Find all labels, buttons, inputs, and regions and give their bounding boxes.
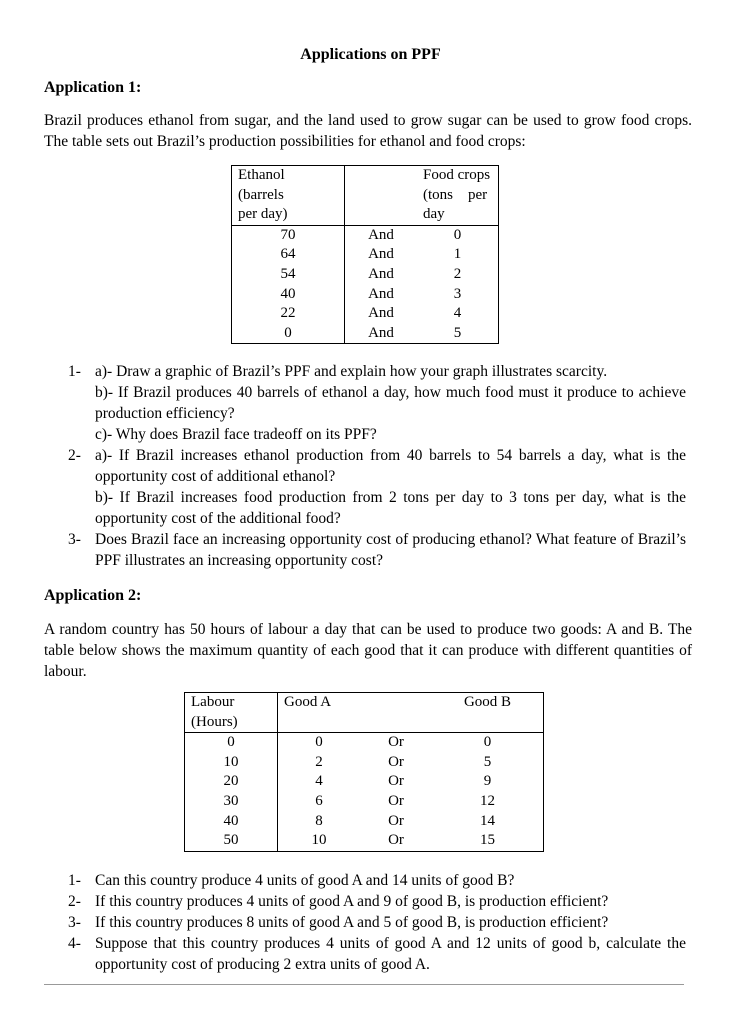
ethanol-cell: 0: [232, 324, 345, 344]
good-b-cell: 14: [480, 812, 495, 829]
food-cell: 4: [453, 305, 462, 322]
food-cell: 2: [453, 265, 462, 282]
application-1-heading: Application 1:: [44, 79, 142, 96]
joiner-cell: Or: [388, 734, 404, 751]
table-row: [232, 265, 499, 285]
question-text: If this country produces 8 units of good A and 5 of good B, is production efficient?: [95, 914, 609, 931]
table-row: [185, 753, 544, 773]
question-part: c)- Why does Brazil face tradeoff on its PPF?: [95, 426, 377, 443]
labour-cell: 20: [185, 772, 278, 792]
table-row: [232, 225, 499, 245]
table-header-row: [185, 693, 544, 733]
good-b-cell: 12: [480, 792, 495, 809]
ethanol-food-table: [231, 165, 499, 344]
joiner-cell: Or: [388, 812, 404, 829]
joiner-cell: And: [368, 285, 394, 302]
question-part: a)- Draw a graphic of Brazil’s PPF and explain how your graph illustrates scarcity.: [95, 363, 608, 380]
labour-cell: 30: [185, 792, 278, 812]
labour-cell: 0: [185, 733, 278, 753]
application-2-questions: [44, 870, 686, 975]
joiner-cell: Or: [388, 753, 404, 770]
table-row: [185, 831, 544, 851]
good-a-cell: 2: [315, 753, 323, 770]
table-row: [185, 792, 544, 812]
question-part: a)- If Brazil increases ethanol production from 40 barrels to 54 barrels a day, what is the opportunity cost of additional ethanol?: [95, 447, 686, 485]
labour-goods-table: [184, 692, 544, 852]
joiner-cell: And: [368, 324, 394, 341]
application-2-intro: A random country has 50 hours of labour a day that can be used to produce two goods: A and B. The table below shows the maximum quantity of each good that it can produce with different quantities of labour.: [44, 621, 692, 680]
question-number: 2-: [68, 893, 81, 910]
good-a-cell: 6: [315, 792, 323, 809]
ethanol-cell: 22: [232, 304, 345, 324]
question-part: b)- If Brazil produces 40 barrels of ethanol a day, how much food must it produce to achieve production efficiency?: [95, 384, 686, 422]
application-1-questions: [44, 361, 686, 571]
question-number: 2-: [68, 447, 81, 464]
question-number: 4-: [68, 935, 81, 952]
table-header-row: [232, 166, 499, 226]
good-a-cell: 4: [315, 773, 323, 790]
list-item: [44, 361, 686, 445]
list-item: [44, 529, 686, 571]
table-row: [185, 812, 544, 832]
application-1-intro: Brazil produces ethanol from sugar, and the land used to grow sugar can be used to grow food crops. The table sets out Brazil’s production possibilities for ethanol and food crops:: [44, 112, 692, 150]
table-row: [232, 285, 499, 305]
labour-header: Labour (Hours): [185, 693, 278, 733]
page-title: Applications on PPF: [300, 46, 441, 63]
list-item: [44, 891, 686, 912]
labour-cell: 10: [185, 753, 278, 773]
joiner-cell: And: [368, 265, 394, 282]
question-text: If this country produces 4 units of good A and 9 of good B, is production efficient?: [95, 893, 609, 910]
joiner-cell: Or: [388, 792, 404, 809]
list-item: [44, 912, 686, 933]
good-b-cell: 0: [483, 734, 492, 751]
ethanol-cell: 40: [232, 285, 345, 305]
good-b-cell: 9: [483, 773, 492, 790]
question-number: 1-: [68, 872, 81, 889]
footer-divider: [44, 984, 684, 985]
table-row: [185, 772, 544, 792]
good-a-cell: 8: [315, 812, 323, 829]
food-cell: 0: [453, 226, 462, 243]
food-cell: 1: [453, 246, 462, 263]
food-cell: 3: [453, 285, 462, 302]
question-number: 1-: [68, 363, 81, 380]
question-part: b)- If Brazil increases food production from 2 tons per day to 3 tons per day, what is the opportunity cost of the additional food?: [95, 489, 686, 527]
table-row: [232, 324, 499, 344]
table-row: [232, 245, 499, 265]
question-part: Does Brazil face an increasing opportunity cost of producing ethanol? What feature of Brazil’s PPF illustrates an increasing opportunity cost?: [95, 531, 686, 569]
labour-cell: 40: [185, 812, 278, 832]
application-2-heading: Application 2:: [44, 587, 142, 604]
joiner-cell: Or: [388, 773, 404, 790]
labour-cell: 50: [185, 831, 278, 851]
list-item: [44, 445, 686, 529]
good-b-cell: 15: [480, 832, 495, 849]
question-number: 3-: [68, 531, 81, 548]
ethanol-cell: 54: [232, 265, 345, 285]
joiner-cell: And: [368, 226, 394, 243]
table-row: [232, 304, 499, 324]
joiner-cell: Or: [388, 832, 404, 849]
table-row: [185, 733, 544, 753]
ethanol-cell: 70: [232, 225, 345, 245]
ethanol-header: Ethanol (barrels per day): [232, 166, 345, 226]
food-crops-header: Food crops (tons per day: [417, 166, 499, 226]
list-item: [44, 933, 686, 975]
good-a-cell: 10: [311, 832, 327, 849]
list-item: [44, 870, 686, 891]
good-b-header: Good B: [432, 693, 544, 733]
good-b-cell: 5: [483, 753, 492, 770]
ethanol-cell: 64: [232, 245, 345, 265]
good-a-cell: 0: [315, 734, 323, 751]
question-number: 3-: [68, 914, 81, 931]
question-text: Suppose that this country produces 4 units of good A and 12 units of good b, calculate the opportunity cost of producing 2 extra units of good A.: [95, 935, 686, 973]
joiner-cell: And: [368, 246, 394, 263]
question-text: Can this country produce 4 units of good A and 14 units of good B?: [95, 872, 515, 889]
food-cell: 5: [453, 324, 462, 341]
joiner-cell: And: [368, 305, 394, 322]
good-a-header: Good A: [278, 693, 361, 733]
